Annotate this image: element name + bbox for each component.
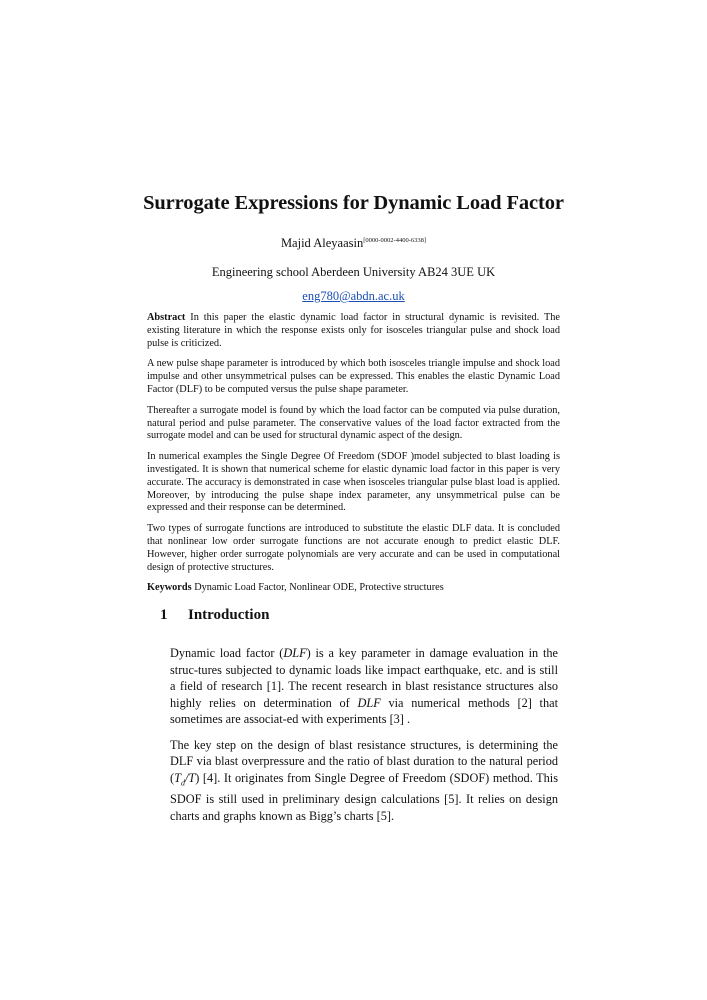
- abstract-text-1: In this paper the elastic dynamic load factor in structural dynamic is revisited. The existing literature in which the response exists only for isosceles triangular pulse and shock load pulse is criticized.: [147, 312, 560, 349]
- d-subscript: d: [180, 777, 185, 787]
- intro-paragraph-1: [170, 645, 558, 728]
- author-name: Majid Aleyaasin: [280, 236, 364, 250]
- slash: /: [184, 770, 189, 785]
- keywords-label: Keywords: [147, 582, 192, 594]
- email-line: [0, 289, 707, 304]
- abstract-label: Abstract: [147, 312, 186, 323]
- section-title: Introduction: [188, 607, 270, 623]
- td-ratio: [174, 771, 195, 785]
- section-heading: [160, 607, 269, 624]
- affiliation: Engineering school Aberdeen University AB24 3UE UK: [211, 265, 496, 279]
- abstract-paragraph-4: In numerical examples the Single Degree Of Freedom (SDOF )model subjected to blast loading is investigated. It is shown that numerical scheme for elastic dynamic load factor in this paper is very accurate. The accuracy is demonstrated in case when isosceles triangular pulse blast load is applied. Moreover, by introducing the pulse shape index parameter, any unsymmetrical pulse can be expressed and their response can be determined.: [147, 451, 560, 514]
- dlf-term: DLF: [283, 646, 307, 660]
- keywords-paragraph: [147, 582, 560, 595]
- dlf-term: DLF: [357, 695, 381, 710]
- text-run: ) is a key parameter in damage evaluation in the struc-tures subjected to dynamic loads like impact earthquake, etc. and is still a field of research [1]. The recent research in blast resistance structures also highly relies on determination of: [170, 646, 559, 710]
- paper-title: Surrogate Expressions for Dynamic Load Factor: [143, 192, 564, 214]
- text-run: The key step on the design of blast resistance structures, is determining the DLF via blast overpressure and the ratio of blast duration to the natural period (: [170, 737, 558, 785]
- section-body: [170, 645, 558, 833]
- abstract-paragraph-5: Two types of surrogate functions are introduced to substitute the elastic DLF data. It is concluded that nonlinear low order surrogate functions are not accurate enough to predict elastic DLF. However, higher order surrogate polynomials are very accurate and can be used in computational design of protective structures.: [147, 523, 560, 573]
- email-link[interactable]: eng780@abdn.ac.uk: [302, 289, 405, 303]
- author-line: [0, 236, 707, 251]
- text-run: Dynamic load factor (: [170, 646, 284, 660]
- abstract-paragraph-2: A new pulse shape parameter is introduced by which both isosceles triangle impulse and shock load impulse and other unsymmetrical pulses can be expressed. This enables the elastic Dynamic Load Factor (DLF) to be computed versus the pulse shape parameter.: [147, 358, 560, 395]
- intro-paragraph-2: [170, 737, 558, 825]
- t-symbol: T: [174, 770, 181, 785]
- abstract-paragraph-3: Thereafter a surrogate model is found by which the load factor can be computed via pulse duration, natural period and pulse parameter. The conservative values of the load factor extracted from the surrogate model and can be used for structural dynamic aspect of the design.: [147, 404, 560, 442]
- keywords-text: Dynamic Load Factor, Nonlinear ODE, Protective structures: [194, 582, 444, 594]
- section-number: 1: [160, 607, 168, 623]
- abstract-paragraph-1: [147, 312, 560, 350]
- text-run: ) [4]. It originates from Single Degree of Freedom (SDOF) method. This SDOF is still used in preliminary design calculations [5]. It relies on design charts and graphs known as Bigg’s charts [5].: [170, 770, 558, 823]
- abstract-block: [147, 312, 560, 603]
- text-run: via numerical methods [2] that sometimes are associat-ed with experiments [3] .: [170, 695, 558, 726]
- orcid-id: [0000-0002-4400-6338]: [363, 237, 427, 244]
- t-symbol: T: [188, 770, 196, 785]
